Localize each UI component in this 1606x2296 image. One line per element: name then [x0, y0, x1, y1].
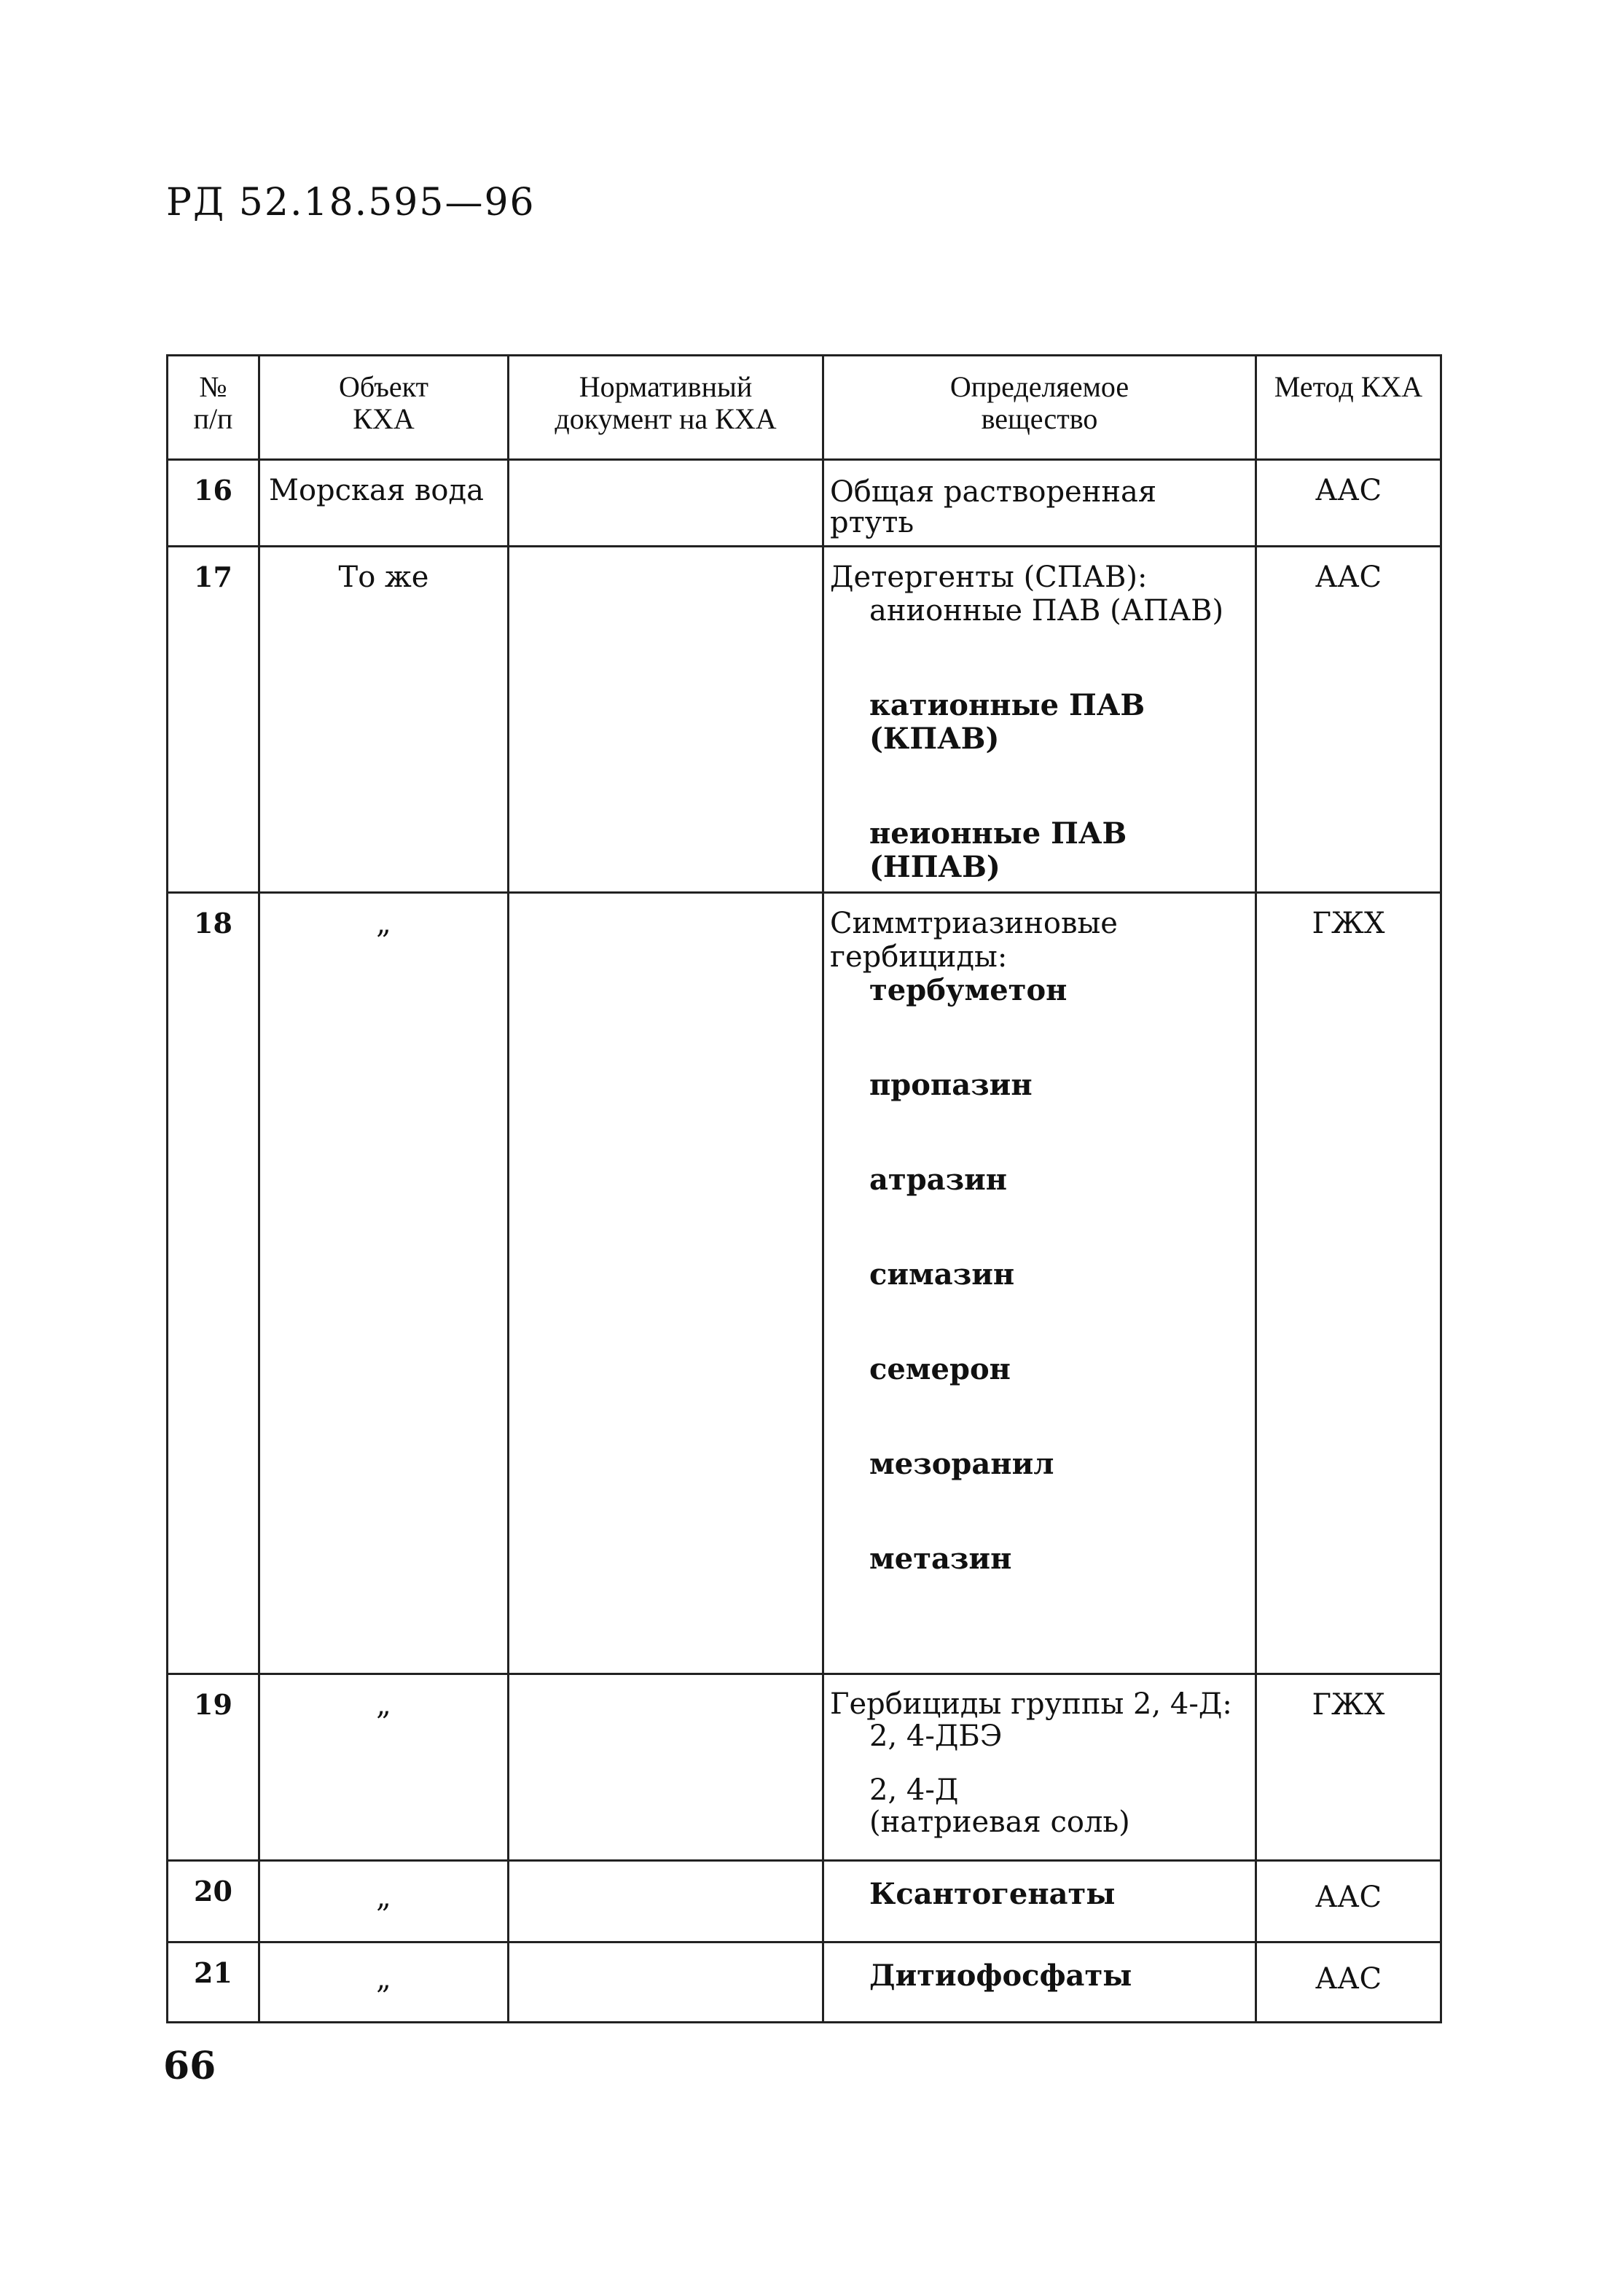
substance-item: неионные ПАВ (НПАВ) [869, 816, 1127, 884]
row-number-text: 20 [194, 1875, 232, 1908]
row-substance [823, 1674, 1256, 1861]
column-header-num-line-2: п/п [193, 402, 233, 435]
column-header-substance-line-1: Определяемое [949, 370, 1129, 403]
column-header-substance [823, 356, 1256, 460]
row-method-text: ААС [1315, 474, 1382, 507]
column-header-num-line-1: № [199, 370, 227, 403]
row-method-text: ГЖХ [1312, 1688, 1385, 1722]
substance-item: анионные ПАВ (АПАВ) [869, 594, 1224, 628]
substance-item: 2, 4-ДБЭ [869, 1719, 1003, 1753]
substance-line: Общая растворенная [830, 475, 1157, 509]
substance-group-heading: Гербициды группы 2, 4-Д: [830, 1687, 1232, 1721]
row-method [1256, 1942, 1441, 2023]
row-object-text: Морская вода [269, 474, 484, 507]
row-object [259, 547, 509, 893]
row-method-text: ААС [1315, 561, 1382, 594]
row-substance [823, 1861, 1256, 1942]
column-header-object-line-2: КХА [353, 402, 415, 435]
row-substance [823, 460, 1256, 547]
row-number [168, 1942, 259, 2023]
row-method-text: ААС [1315, 1881, 1382, 1914]
column-header-norm-doc-line-2: документ на КХА [555, 402, 777, 435]
analysis-methods-table [166, 354, 1442, 2023]
row-norm-doc [509, 1674, 823, 1861]
table-row [168, 1674, 1441, 1861]
substance-item: метазин [869, 1542, 1012, 1576]
row-number [168, 1861, 259, 1942]
row-number [168, 547, 259, 893]
substance-item: (натриевая соль) [869, 1805, 1130, 1839]
column-header-object-line-1: Объект [338, 370, 429, 403]
row-substance [823, 1942, 1256, 2023]
row-norm-doc [509, 1861, 823, 1942]
row-substance [823, 547, 1256, 893]
substance-group-heading: Симмтриазиновые [830, 907, 1118, 940]
column-header-object [259, 356, 509, 460]
row-number-text: 17 [194, 561, 232, 593]
table-row [168, 1861, 1441, 1942]
row-number [168, 893, 259, 1674]
substance-item: Дитиофосфаты [869, 1959, 1132, 1993]
row-number-text: 21 [194, 1956, 232, 1989]
substance-item: атразин [869, 1163, 1008, 1197]
table-row [168, 893, 1441, 1674]
row-norm-doc [509, 893, 823, 1674]
substance-item: 2, 4-Д [869, 1773, 959, 1807]
row-method [1256, 1861, 1441, 1942]
table-row [168, 547, 1441, 893]
row-method [1256, 460, 1441, 547]
row-object [259, 460, 509, 547]
row-object-text: „ [376, 1688, 391, 1722]
row-object-text: „ [376, 907, 391, 940]
column-header-num [168, 356, 259, 460]
column-header-norm-doc [509, 356, 823, 460]
page-number: 66 [163, 2044, 216, 2088]
row-number [168, 1674, 259, 1861]
row-norm-doc [509, 547, 823, 893]
column-header-norm-doc-line-1: Нормативный [579, 370, 753, 403]
row-number-text: 19 [194, 1688, 232, 1721]
row-number [168, 460, 259, 547]
row-method [1256, 893, 1441, 1674]
table-header-row [168, 356, 1441, 460]
row-object [259, 1674, 509, 1861]
substance-group-heading: Детергенты (СПАВ): [830, 561, 1148, 594]
row-object-text: То же [338, 561, 429, 594]
row-norm-doc [509, 1942, 823, 2023]
row-substance [823, 893, 1256, 1674]
substance-item: семерон [869, 1352, 1011, 1386]
row-method-text: ГЖХ [1312, 907, 1385, 940]
row-object [259, 1942, 509, 2023]
substance-item: пропазин [869, 1068, 1033, 1102]
row-method [1256, 1674, 1441, 1861]
table-row [168, 460, 1441, 547]
substance-line: ртуть [830, 506, 914, 539]
row-object [259, 1861, 509, 1942]
substance-item: катионные ПАВ (КПАВ) [869, 688, 1145, 756]
column-header-substance-line-2: вещество [981, 402, 1098, 435]
substance-group-heading: гербициды: [830, 940, 1008, 974]
column-header-method [1256, 356, 1441, 460]
row-number-text: 16 [194, 474, 232, 507]
substance-item: Ксантогенаты [869, 1877, 1116, 1911]
row-method-text: ААС [1315, 1962, 1382, 1996]
document-code: РД 52.18.595—96 [166, 181, 536, 224]
row-object-text: „ [376, 1962, 391, 1996]
row-method [1256, 547, 1441, 893]
substance-item: симазин [869, 1257, 1015, 1292]
row-object-text: „ [376, 1881, 391, 1914]
row-norm-doc [509, 460, 823, 547]
row-object [259, 893, 509, 1674]
substance-item: тербуметон [869, 973, 1068, 1007]
row-number-text: 18 [194, 907, 232, 940]
table-row [168, 1942, 1441, 2023]
column-header-method-label: Метод КХА [1274, 370, 1423, 403]
substance-item: мезоранил [869, 1447, 1054, 1481]
